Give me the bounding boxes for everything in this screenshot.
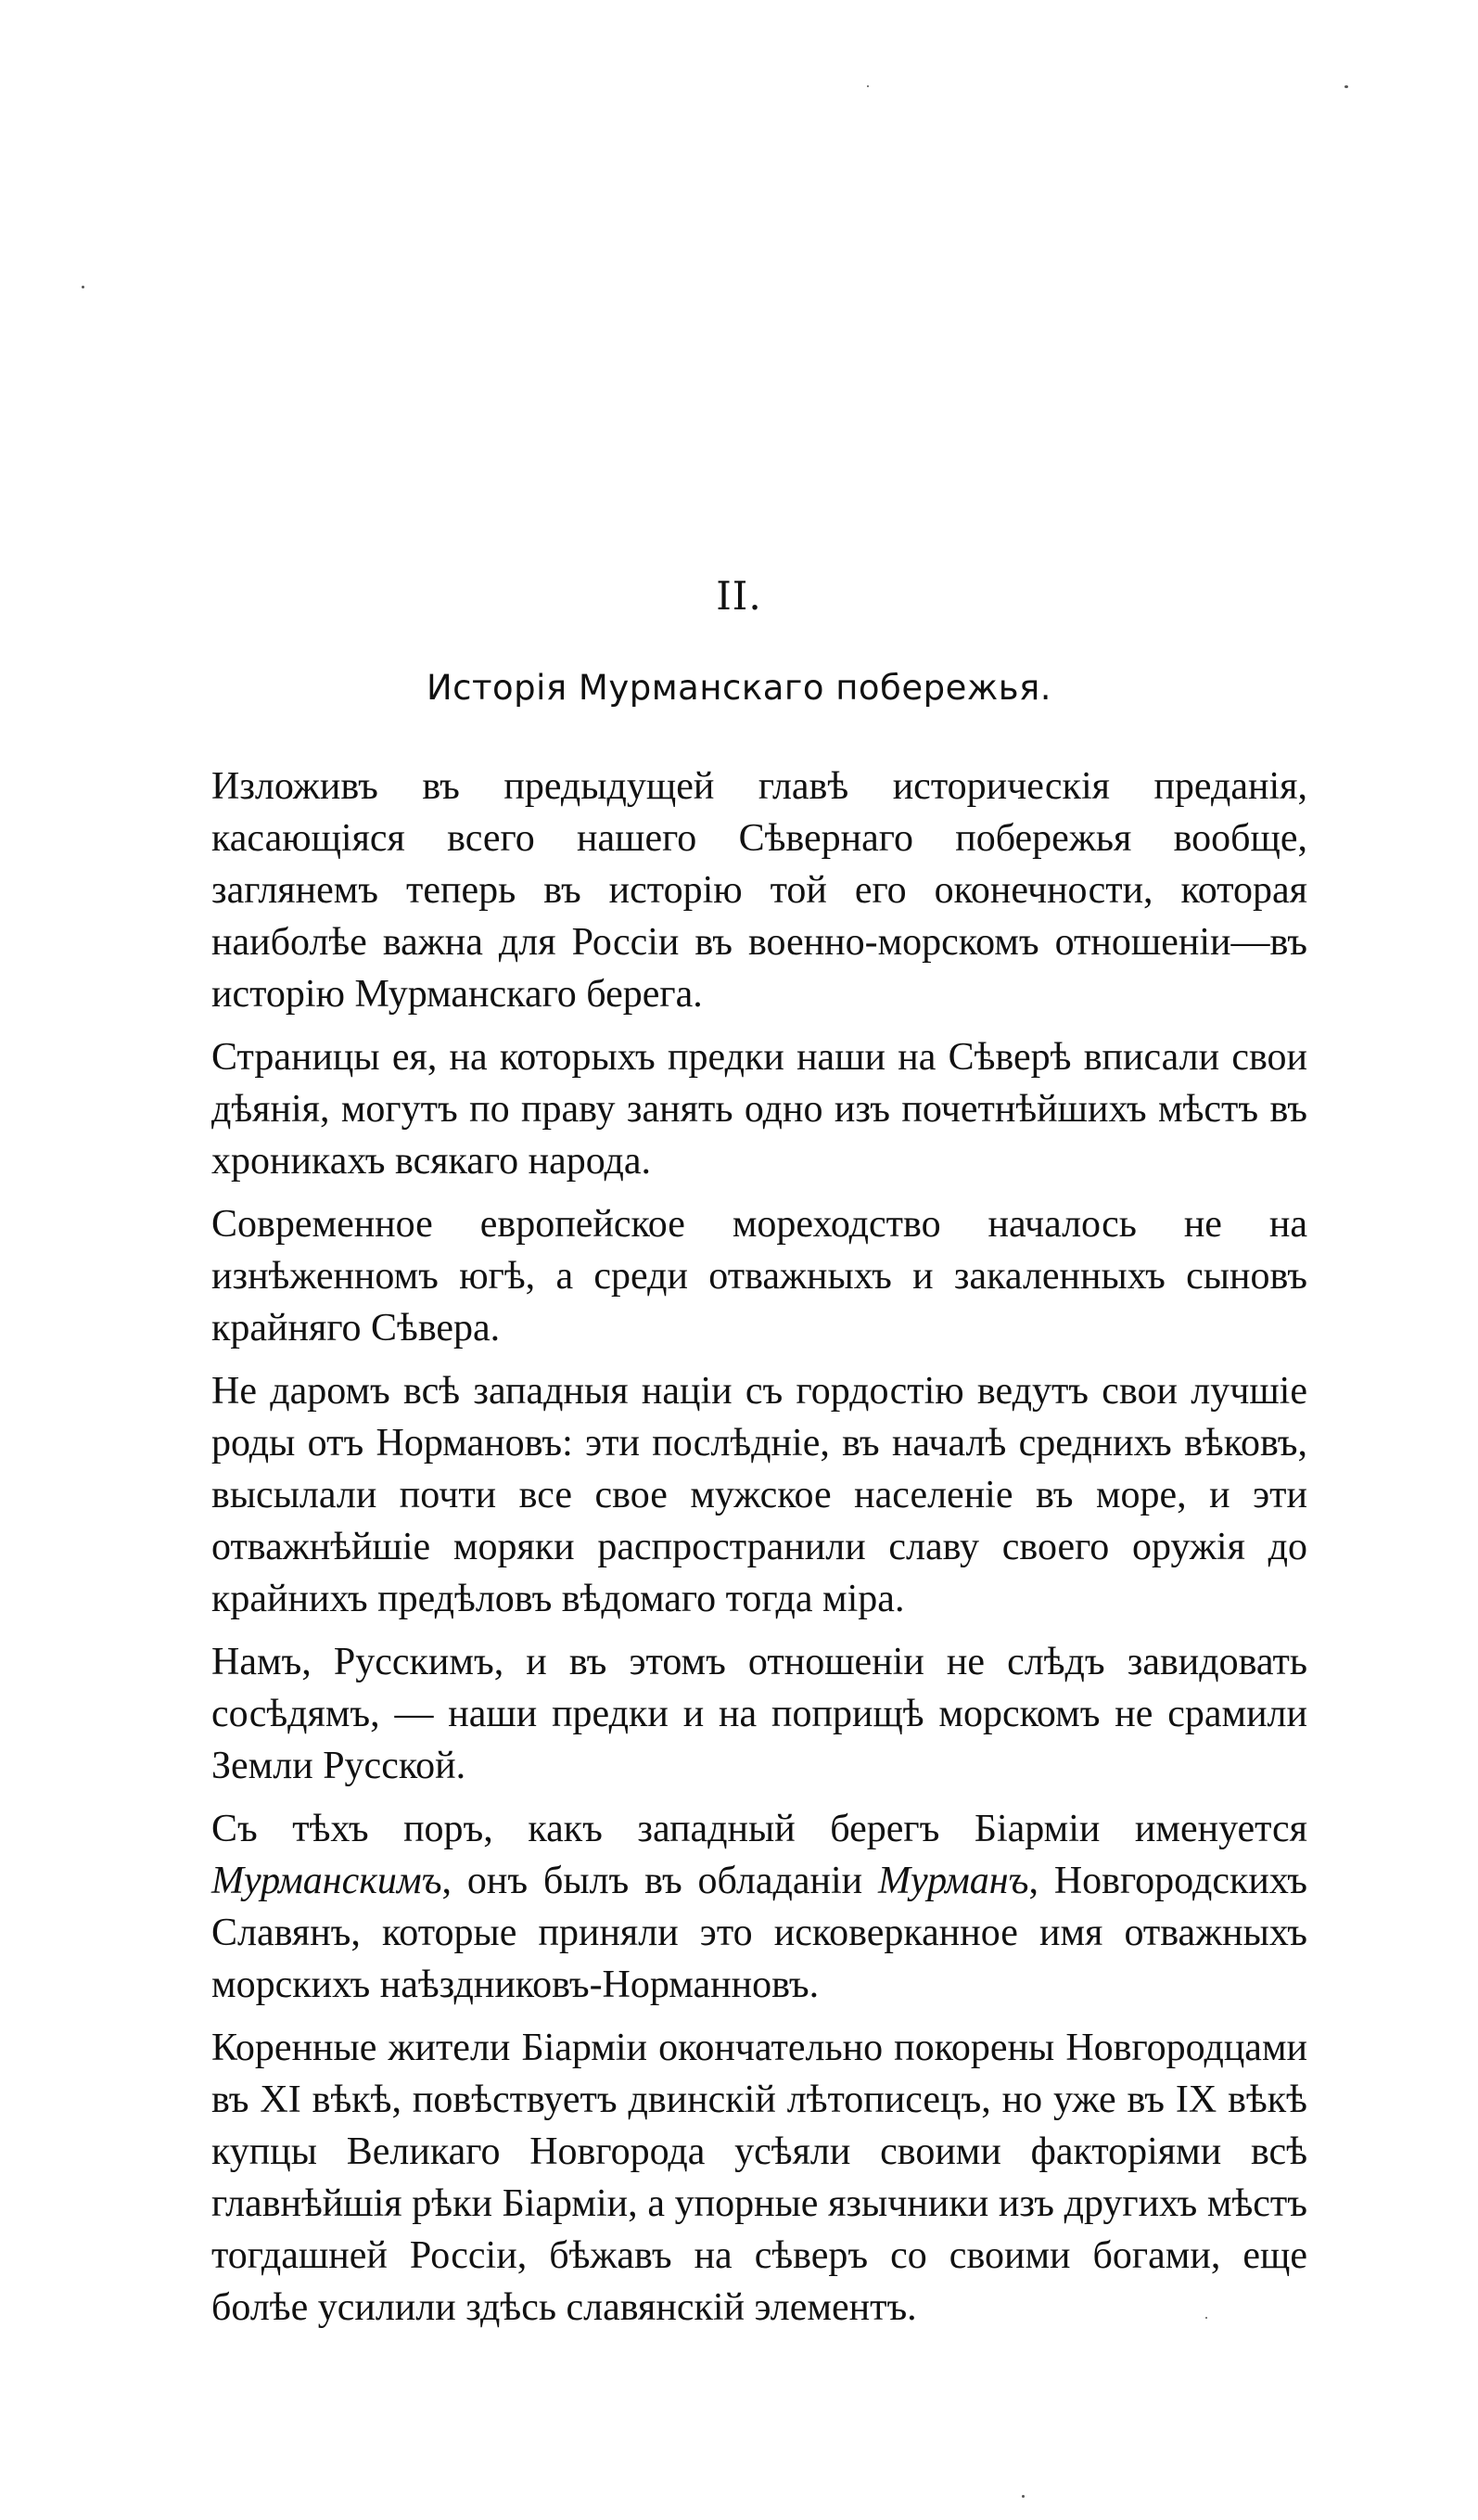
chapter-number: II. — [716, 573, 762, 619]
paragraph: Коренные жители Біарміи окончательно покорены Новгородцами въ XI вѣкѣ, повѣствуетъ двинскій лѣтописецъ, но уже въ IX вѣкѣ купцы Великаго Новгорода усѣяли своими факторіями всѣ главнѣйшія рѣки Біарміи, а упорные язычники изъ другихъ мѣстъ тогдашней Россіи, бѣжавъ на сѣверъ со своими богами, еще болѣе усилили здѣсь славянскій элементъ. — [211, 2027, 1307, 2329]
scan-speck — [1022, 2495, 1025, 2498]
chapter-body — [211, 761, 1307, 2345]
chapter-title: Исторія Мурманскаго побережья. — [426, 668, 1052, 708]
italic-term: Мурманъ — [878, 1860, 1029, 1902]
paragraph-text: , онъ былъ въ обладаніи — [441, 1860, 879, 1902]
paragraph — [211, 1803, 1307, 2011]
paragraph: Намъ, Русскимъ, и въ этомъ отношеніи не слѣдъ завидовать сосѣдямъ, — наши предки и на поприщѣ морскомъ не срамили Земли Русской. — [211, 1641, 1307, 1787]
paragraph-text: , Новгородскихъ Славянъ, которые приняли это исковерканное имя отважныхъ морскихъ наѣздниковъ-Норманновъ. — [211, 1860, 1307, 2006]
paragraph-text: Съ тѣхъ поръ, какъ западный берегъ Біарміи именуется — [211, 1808, 1307, 1850]
scan-speck — [867, 85, 869, 87]
paragraph: Изложивъ въ предыдущей главѣ историческія преданія, касающіяся всего нашего Сѣвернаго побережья вообще, заглянемъ теперь въ исторію той его оконечности, которая наиболѣе важна для Россіи въ военно-морскомъ отношеніи—въ исторію Мурманскаго берега. — [211, 765, 1307, 1016]
scan-speck — [1205, 2317, 1207, 2319]
paragraph: Страницы ея, на которыхъ предки наши на Сѣверѣ вписали свои дѣянія, могутъ по праву занять одно изъ почетнѣйшихъ мѣстъ въ хроникахъ всякаго народа. — [211, 1036, 1307, 1183]
paragraph: Современное европейское мореходство началось не на изнѣженномъ югѣ, а среди отважныхъ и закаленныхъ сыновъ крайняго Сѣвера. — [211, 1203, 1307, 1350]
scan-speck — [82, 286, 84, 288]
italic-term: Мурманскимъ — [211, 1860, 442, 1902]
paragraph: Не даромъ всѣ западныя націи съ гордостію ведутъ свои лучшіе роды отъ Нормановъ: эти послѣдніе, въ началѣ среднихъ вѣковъ, высылали почти все свое мужское населеніе въ море, и эти отважнѣйшіе моряки распространили славу своего оружія до крайнихъ предѣловъ вѣдомаго тогда міра. — [211, 1370, 1307, 1620]
scan-speck — [1344, 85, 1348, 88]
